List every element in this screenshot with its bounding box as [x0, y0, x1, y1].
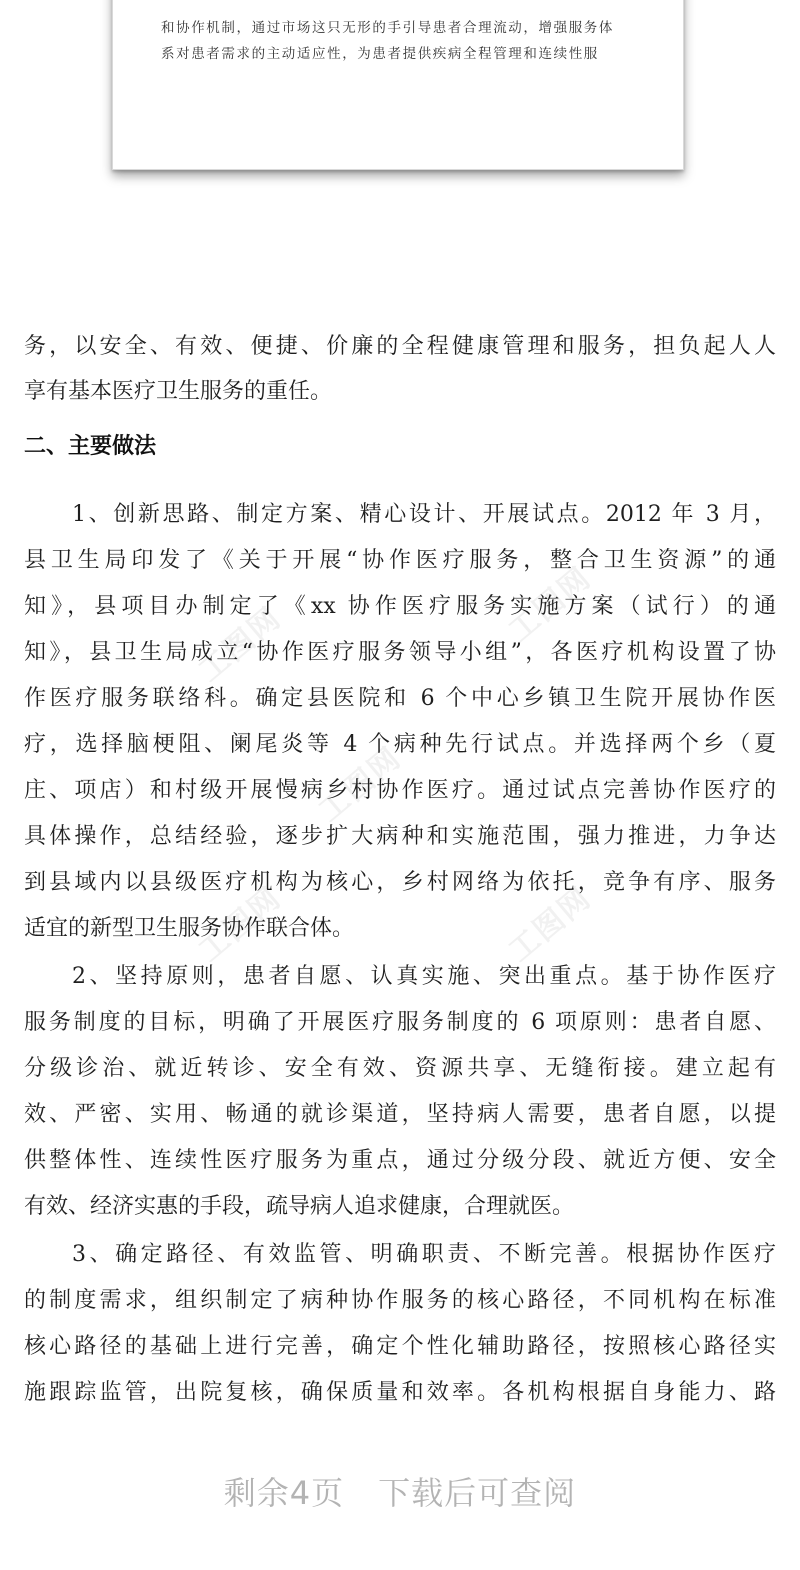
body-text-line: 知》，县卫生局成立“协作医疗服务领导小组”，各医疗机构设置了协: [24, 640, 776, 665]
watermark: 工图网: [192, 880, 289, 969]
page-preview-card: [112, 0, 684, 170]
body-text-line: 服务制度的目标，明确了开展医疗服务制度的 6 项原则：患者自愿、: [24, 1010, 776, 1035]
body-text-line: 作医疗服务联络科。确定县医院和 6 个中心乡镇卫生院开展协作医: [24, 686, 776, 711]
body-text-line: 的制度需求，组织制定了病种协作服务的核心路径，不同机构在标准: [24, 1288, 776, 1313]
watermark: 工图网: [192, 600, 289, 689]
cropped-text-line: [153, 1, 643, 9]
body-text-line: 疗，选择脑梗阻、阑尾炎等 4 个病种先行试点。并选择两个乡（夏: [24, 732, 776, 757]
body-text-line: 庄、项店）和村级开展慢病乡村协作医疗。通过试点完善协作医疗的: [24, 778, 776, 803]
watermark: 工图网: [502, 560, 599, 649]
watermark: 工图网: [502, 880, 599, 969]
body-text-line: 到县域内以县级医疗机构为核心，乡村网络为依托，竞争有序、服务: [24, 870, 776, 895]
body-text-line: 县卫生局印发了《关于开展“协作医疗服务，整合卫生资源”的通: [24, 548, 776, 573]
body-text-line: 1、创新思路、制定方案、精心设计、开展试点。2012 年 3 月，: [72, 502, 776, 527]
body-text-line: 有效、经济实惠的手段，疏导病人追求健康，合理就医。: [24, 1194, 575, 1219]
body-text-line: 适宜的新型卫生服务协作联合体。: [24, 916, 355, 941]
body-text-line: 务，以安全、有效、便捷、价廉的全程健康管理和服务，担负起人人: [24, 334, 776, 359]
remaining-pages-label: 剩余4页: [223, 1474, 345, 1512]
preview-line: 和协作机制，通过市场这只无形的手引导患者合理流动，增强服务体: [161, 20, 614, 36]
download-prompt[interactable]: [0, 1468, 800, 1514]
body-text-line: 具体操作，总结经验，逐步扩大病种和实施范围，强力推进，力争达: [24, 824, 776, 849]
body-text-line: 3、确定路径、有效监管、明确职责、不断完善。根据协作医疗: [72, 1242, 776, 1267]
body-text-line: 施跟踪监管，出院复核，确保质量和效率。各机构根据自身能力、路: [24, 1380, 776, 1405]
download-to-view-label: 下载后可查阅: [378, 1474, 577, 1512]
preview-line: 系对患者需求的主动适应性，为患者提供疾病全程管理和连续性服: [161, 46, 599, 62]
watermark: 工图网: [312, 740, 409, 829]
section-heading: 二、主要做法: [24, 434, 157, 459]
body-text-line: 核心路径的基础上进行完善，确定个性化辅助路径，按照核心路径实: [24, 1334, 776, 1359]
body-text-line: 2、坚持原则，患者自愿、认真实施、突出重点。基于协作医疗: [72, 964, 776, 989]
body-text-line: 知》，县项目办制定了《xx 协作医疗服务实施方案（试行）的通: [24, 594, 776, 619]
body-text-line: 供整体性、连续性医疗服务为重点，通过分级分段、就近方便、安全: [24, 1148, 776, 1173]
body-text-line: 分级诊治、就近转诊、安全有效、资源共享、无缝衔接。建立起有: [24, 1056, 776, 1081]
body-text-line: 效、严密、实用、畅通的就诊渠道，坚持病人需要，患者自愿，以提: [24, 1102, 776, 1127]
body-text-line: 享有基本医疗卫生服务的重任。: [24, 379, 333, 404]
